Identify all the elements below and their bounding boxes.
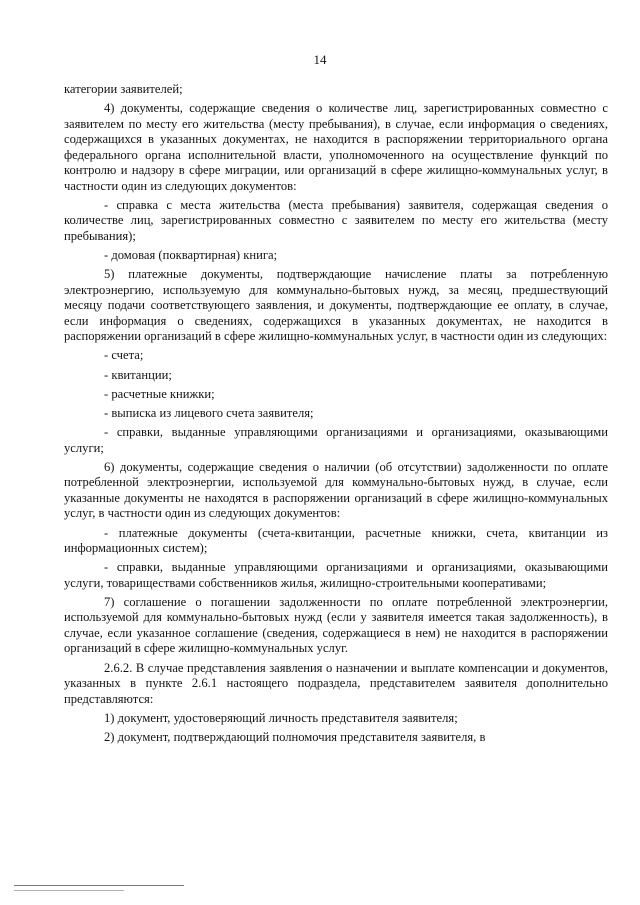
paragraph-bullet-organization-certificates: - справки, выданные управляющими организациями и организациями, оказывающими услуги, товариществами собственников жилья, жилищно-строительными кооперативами; bbox=[64, 560, 608, 590]
paragraph-bullet-account-statement: - выписка из лицевого счета заявителя; bbox=[104, 406, 314, 420]
paragraph-bullet-house-book: - домовая (поквартирная) книга; bbox=[104, 248, 278, 263]
paragraph-representative-item-2: 2) документ, подтверждающий полномочия представителя заявителя, в bbox=[104, 730, 486, 744]
paragraph-bullet-residence-certificate: - справка с места жительства (места пребывания) заявителя, содержащая сведения о количестве лиц, зарегистрированных совместно с заявителем по месту его жительства (месту пребывания); bbox=[64, 197, 608, 243]
paragraph-bullet-receipts: - квитанции; bbox=[104, 367, 172, 382]
footer-rule-secondary bbox=[14, 890, 124, 891]
paragraph-section-2-6-2: 2.6.2. В случае представления заявления о назначении и выплате компенсации и документов, указанных в пункте 2.6.1 настоящего подраздела, представителем заявителя дополнительно представляются: bbox=[64, 660, 608, 706]
page-number: 14 bbox=[313, 52, 327, 67]
document-body bbox=[64, 82, 608, 749]
footer-rule bbox=[14, 885, 184, 886]
paragraph-item-6: 6) документы, содержащие сведения о наличии (об отсутствии) задолженности по оплате потребленной электроэнергии, используемой для коммунально-бытовых нужд, в случае, если указанные документы не находятся в распоряжении организаций в сфере жилищно-коммунальных услуг, в частности один из следующих документов: bbox=[64, 459, 608, 521]
paragraph-item-5: 5) платежные документы, подтверждающие начисление платы за потребленную электроэнергию, используемую для коммунально-бытовых нужд, за месяц, предшествующий месяцу подачи соответствующего заявления, и документы, подтверждающие ее оплату, в случае, если информация о сведениях, содержащихся в указанных документах, не находится в распоряжении организаций в сфере жилищно-коммунальных услуг, в частности один из следующих: bbox=[64, 267, 608, 344]
paragraph-representative-item-1: 1) документ, удостоверяющий личность представителя заявителя; bbox=[104, 710, 458, 725]
paragraph-continuation: категории заявителей; bbox=[64, 82, 183, 96]
paragraph-item-4: 4) документы, содержащие сведения о количестве лиц, зарегистрированных совместно с заявителем по месту его жительства (месту пребывания), в случае, если информация о сведениях, содержащихся в указанных документах, не находится в распоряжении территориального органа федерального органа исполнительной власти, уполномоченного на осуществление функций по контролю и надзору в сфере миграции, или организаций в сфере жилищно-коммунальных услуг, в частности один из следующих документов: bbox=[64, 101, 608, 193]
paragraph-bullet-payment-documents: - платежные документы (счета-квитанции, расчетные книжки, счета, квитанции из информационных систем); bbox=[64, 525, 608, 556]
paragraph-item-7: 7) соглашение о погашении задолженности по оплате потребленной электроэнергии, используемой для коммунально-бытовых нужд (если у заявителя имеется такая задолженность), в случае, если указанное соглашение (сведения, содержащиеся в нем) не находится в распоряжении организаций в сфере жилищно-коммунальных услуг. bbox=[64, 594, 608, 656]
paragraph-bullet-invoices: - счета; bbox=[104, 348, 144, 363]
paragraph-bullet-management-certificates: - справки, выданные управляющими организациями и организациями, оказывающими услуги; bbox=[64, 425, 608, 455]
paragraph-bullet-payment-books: - расчетные книжки; bbox=[104, 386, 215, 401]
